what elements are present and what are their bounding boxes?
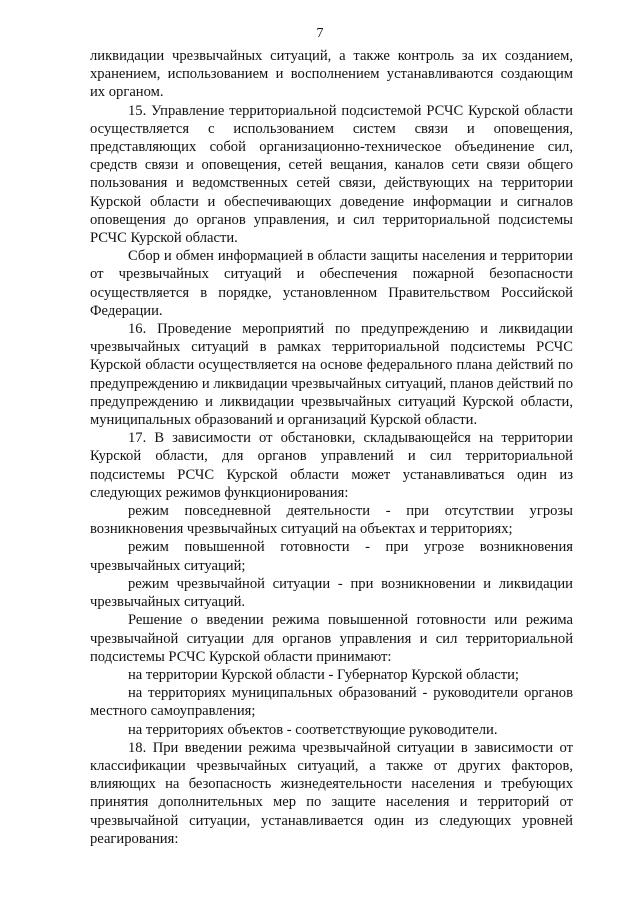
paragraph: 17. В зависимости от обстановки, складывающейся на территории Курской области, для органов управлений и сил территориальной подсистемы РСЧС Курской области может устанавливаться один из следующих режимов функционирования:	[90, 430, 573, 501]
paragraph: на территориях объектов - соответствующие руководители.	[128, 721, 498, 738]
page-number: 7	[316, 26, 324, 41]
paragraph: режим чрезвычайной ситуации - при возникновении и ликвидации чрезвычайных ситуаций.	[90, 575, 573, 611]
paragraph: Решение о введении режима повышенной готовности или режима чрезвычайной ситуации для органов управления и сил территориальной подсистемы РСЧС Курской области принимают:	[90, 612, 573, 665]
paragraph: 15. Управление территориальной подсистемой РСЧС Курской области осуществляется с использованием систем связи и оповещения, представляющих собой организационно-техническое объединение сил, средств связи и оповещения, сетей вещания, каналов сети связи общего пользования и ведомственных сетей связи, действующих на территории Курской области и обеспечивающих доведение информации и сигналов оповещения до органов управления, и сил территориальной подсистемы РСЧС Курской области.	[90, 102, 573, 247]
paragraph: режим повышенной готовности - при угрозе возникновения чрезвычайных ситуаций;	[90, 539, 573, 574]
document-body	[90, 47, 573, 848]
paragraph: на территориях муниципальных образований - руководители органов местного самоуправления;	[90, 685, 573, 720]
paragraph: Сбор и обмен информацией в области защиты населения и территории от чрезвычайных ситуаций и обеспечения пожарной безопасности осуществляется в порядке, установленном Правительством Российской Федерации.	[90, 248, 573, 319]
paragraph: ликвидации чрезвычайных ситуаций, а также контроль за их созданием, хранением, использованием и восполнением устанавливаются создающим их органом.	[90, 48, 573, 101]
paragraph: 16. Проведение мероприятий по предупреждению и ликвидации чрезвычайных ситуаций в рамках территориальной подсистемы РСЧС Курской области осуществляется на основе федерального плана действий по предупреждению и ликвидации чрезвычайных ситуаций, планов действий по предупреждению и ликвидации чрезвычайных ситуаций Курской области, муниципальных образований и организаций Курской области.	[90, 321, 573, 429]
paragraph: 18. При введении режима чрезвычайной ситуации в зависимости от классификации чрезвычайных ситуаций, а также от других факторов, влияющих на безопасность жизнедеятельности населения и требующих принятия дополнительных мер по защите населения и территорий от чрезвычайной ситуации, устанавливается один из следующих уровней реагирования:	[90, 739, 573, 847]
paragraph: режим повседневной деятельности - при отсутствии угрозы возникновения чрезвычайных ситуаций на объектах и территориях;	[90, 503, 573, 538]
paragraph: на территории Курской области - Губернатор Курской области;	[128, 666, 519, 683]
